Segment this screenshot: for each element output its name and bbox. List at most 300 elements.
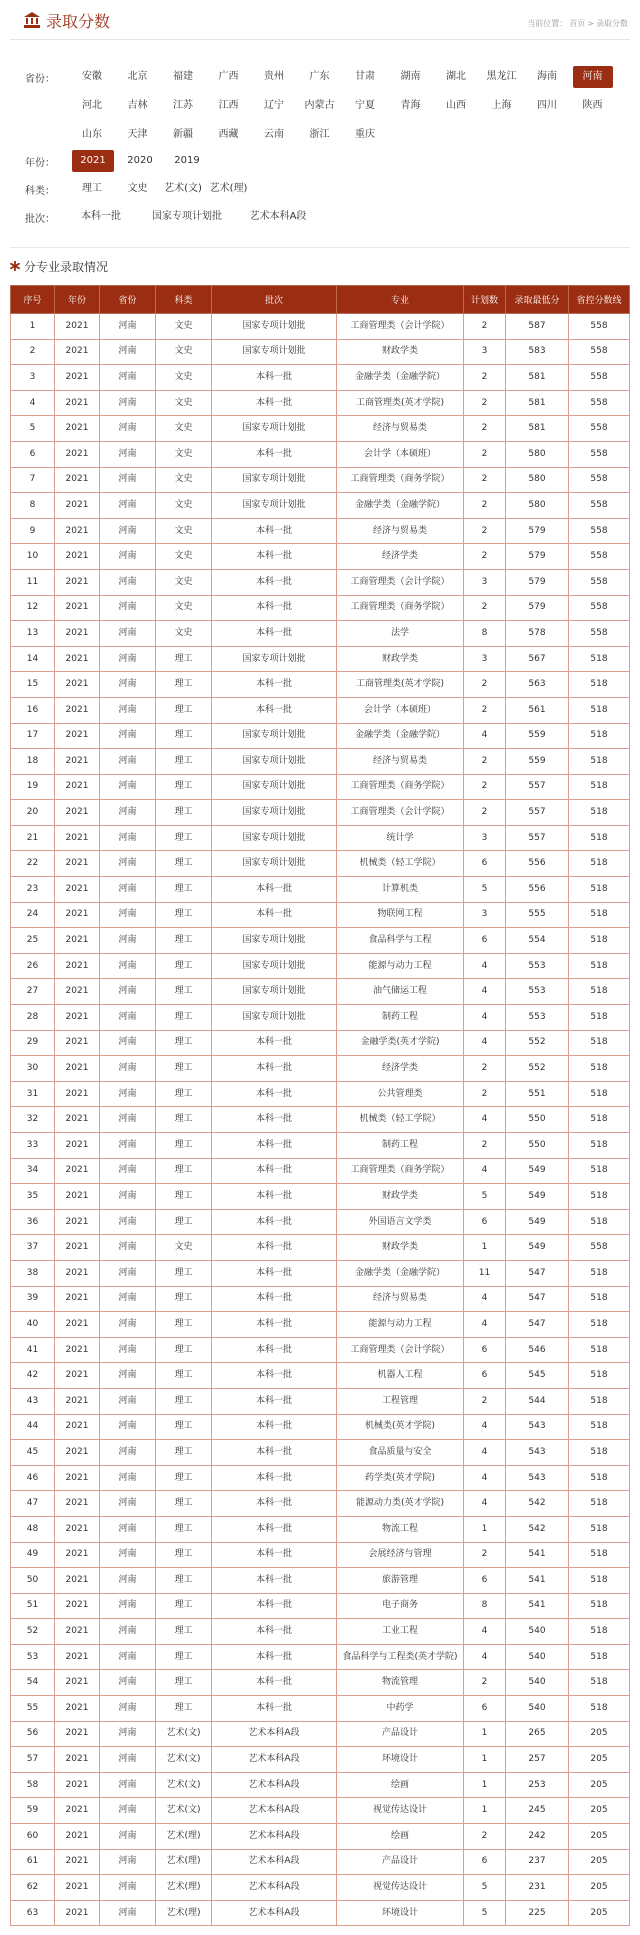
cell-major: 食品科学与工程 — [337, 928, 464, 954]
cell-province: 河南 — [100, 1440, 156, 1466]
cell-control-line: 205 — [569, 1824, 630, 1850]
cell-province: 河南 — [100, 749, 156, 775]
cell-year: 2021 — [55, 569, 100, 595]
cell-batch: 艺术本科A段 — [212, 1747, 337, 1773]
cell-control-line: 518 — [569, 1619, 630, 1645]
cell-index: 39 — [11, 1286, 55, 1312]
section-title: 分专业录取情况 — [24, 260, 109, 274]
cell-index: 35 — [11, 1184, 55, 1210]
cell-control-line: 558 — [569, 467, 630, 493]
cell-batch: 国家专项计划批 — [212, 467, 337, 493]
cell-index: 58 — [11, 1772, 55, 1798]
cell-control-line: 558 — [569, 518, 630, 544]
cell-province: 河南 — [100, 1696, 156, 1722]
cell-plan: 2 — [464, 390, 506, 416]
cell-plan: 2 — [464, 800, 506, 826]
province-option[interactable]: 北京 — [127, 71, 148, 82]
cell-min-score: 580 — [506, 493, 569, 519]
cell-min-score: 551 — [506, 1081, 569, 1107]
year-option[interactable]: 2020 — [127, 155, 153, 166]
cell-major: 绘画 — [337, 1824, 464, 1850]
cell-year: 2021 — [55, 390, 100, 416]
cell-year: 2021 — [55, 1030, 100, 1056]
cell-min-score: 543 — [506, 1440, 569, 1466]
cell-year: 2021 — [55, 467, 100, 493]
province-option[interactable]: 重庆 — [355, 129, 375, 140]
cell-province: 河南 — [100, 518, 156, 544]
cell-province: 河南 — [100, 1772, 156, 1798]
cell-plan: 4 — [464, 1312, 506, 1338]
cell-year: 2021 — [55, 441, 100, 467]
cell-plan: 4 — [464, 1158, 506, 1184]
cell-year: 2021 — [55, 1158, 100, 1184]
cell-year: 2021 — [55, 518, 100, 544]
cell-major: 统计学 — [337, 825, 464, 851]
header-control-line: 省控分数线 — [569, 286, 630, 314]
breadcrumb-home-link[interactable]: 首页 — [569, 19, 586, 28]
cell-subject: 文史 — [156, 390, 212, 416]
province-option[interactable]: 湖北 — [446, 71, 466, 82]
cell-province: 河南 — [100, 1030, 156, 1056]
cell-province: 河南 — [100, 621, 156, 647]
table-row — [11, 1030, 630, 1056]
cell-min-score: 225 — [506, 1900, 569, 1926]
province-option[interactable]: 河南 — [573, 66, 613, 88]
cell-province: 河南 — [100, 1465, 156, 1491]
cell-batch: 国家专项计划批 — [212, 749, 337, 775]
cell-province: 河南 — [100, 1670, 156, 1696]
cell-plan: 1 — [464, 1747, 506, 1773]
table-row — [11, 774, 630, 800]
table-row — [11, 1696, 630, 1722]
cell-index: 33 — [11, 1133, 55, 1159]
cell-batch: 本科一批 — [212, 1440, 337, 1466]
cell-min-score: 557 — [506, 825, 569, 851]
cell-min-score: 559 — [506, 749, 569, 775]
cell-control-line: 205 — [569, 1900, 630, 1926]
cell-plan: 4 — [464, 1465, 506, 1491]
cell-min-score: 540 — [506, 1670, 569, 1696]
cell-year: 2021 — [55, 1440, 100, 1466]
cell-province: 河南 — [100, 1619, 156, 1645]
cell-subject: 理工 — [156, 774, 212, 800]
cell-major: 机器人工程 — [337, 1363, 464, 1389]
table-row — [11, 1235, 630, 1261]
cell-subject: 理工 — [156, 723, 212, 749]
cell-subject: 理工 — [156, 646, 212, 672]
table-row — [11, 1465, 630, 1491]
cell-min-score: 542 — [506, 1491, 569, 1517]
cell-index: 12 — [11, 595, 55, 621]
cell-index: 61 — [11, 1849, 55, 1875]
cell-subject: 理工 — [156, 1030, 212, 1056]
cell-min-score: 540 — [506, 1696, 569, 1722]
table-row — [11, 877, 630, 903]
cell-subject: 文史 — [156, 1235, 212, 1261]
cell-subject: 理工 — [156, 1465, 212, 1491]
cell-control-line: 558 — [569, 544, 630, 570]
cell-province: 河南 — [100, 1158, 156, 1184]
cell-year: 2021 — [55, 1721, 100, 1747]
cell-batch: 本科一批 — [212, 365, 337, 391]
table-row — [11, 1542, 630, 1568]
cell-plan: 6 — [464, 1849, 506, 1875]
table-row — [11, 1440, 630, 1466]
cell-province: 河南 — [100, 774, 156, 800]
cell-province: 河南 — [100, 851, 156, 877]
subject-option[interactable]: 文史 — [127, 183, 148, 194]
province-option[interactable]: 西藏 — [218, 129, 239, 140]
cell-year: 2021 — [55, 621, 100, 647]
cell-year: 2021 — [55, 1184, 100, 1210]
table-row — [11, 1286, 630, 1312]
cell-year: 2021 — [55, 1005, 100, 1031]
cell-index: 5 — [11, 416, 55, 442]
cell-control-line: 558 — [569, 390, 630, 416]
cell-control-line: 518 — [569, 1516, 630, 1542]
cell-control-line: 518 — [569, 800, 630, 826]
province-option[interactable]: 宁夏 — [355, 100, 375, 111]
cell-batch: 本科一批 — [212, 1235, 337, 1261]
cell-province: 河南 — [100, 1900, 156, 1926]
cell-plan: 2 — [464, 1670, 506, 1696]
cell-plan: 2 — [464, 518, 506, 544]
cell-major: 视觉传达设计 — [337, 1875, 464, 1901]
cell-subject: 理工 — [156, 1312, 212, 1338]
cell-index: 52 — [11, 1619, 55, 1645]
cell-control-line: 518 — [569, 1107, 630, 1133]
batch-option[interactable]: 艺术本科A段 — [249, 211, 307, 222]
cell-subject: 理工 — [156, 1081, 212, 1107]
cell-min-score: 553 — [506, 979, 569, 1005]
cell-province: 河南 — [100, 953, 156, 979]
province-option[interactable]: 内蒙古 — [304, 100, 335, 111]
header-year: 年份 — [55, 286, 100, 314]
cell-year: 2021 — [55, 1337, 100, 1363]
cell-min-score: 567 — [506, 646, 569, 672]
cell-min-score: 545 — [506, 1363, 569, 1389]
cell-year: 2021 — [55, 749, 100, 775]
cell-index: 11 — [11, 569, 55, 595]
cell-batch: 国家专项计划批 — [212, 646, 337, 672]
cell-plan: 2 — [464, 416, 506, 442]
cell-min-score: 552 — [506, 1030, 569, 1056]
cell-control-line: 518 — [569, 1056, 630, 1082]
cell-batch: 本科一批 — [212, 1644, 337, 1670]
cell-index: 63 — [11, 1900, 55, 1926]
cell-batch: 国家专项计划批 — [212, 851, 337, 877]
table-row — [11, 723, 630, 749]
province-option[interactable]: 黑龙江 — [486, 71, 517, 82]
province-option[interactable]: 湖南 — [400, 71, 421, 82]
province-option[interactable]: 云南 — [264, 129, 284, 140]
header-subject: 科类 — [156, 286, 212, 314]
cell-batch: 本科一批 — [212, 1184, 337, 1210]
cell-batch: 本科一批 — [212, 1696, 337, 1722]
cell-province: 河南 — [100, 1721, 156, 1747]
cell-plan: 4 — [464, 1644, 506, 1670]
cell-province: 河南 — [100, 1593, 156, 1619]
cell-major: 经济与贸易类 — [337, 749, 464, 775]
cell-province: 河南 — [100, 672, 156, 698]
cell-plan: 2 — [464, 365, 506, 391]
cell-major: 经济与贸易类 — [337, 416, 464, 442]
cell-min-score: 580 — [506, 467, 569, 493]
province-option[interactable]: 江苏 — [173, 100, 193, 111]
cell-min-score: 546 — [506, 1337, 569, 1363]
province-option[interactable]: 新疆 — [173, 129, 193, 140]
cell-plan: 1 — [464, 1235, 506, 1261]
cell-major: 工商管理类（商务学院） — [337, 595, 464, 621]
header-major: 专业 — [337, 286, 464, 314]
cell-min-score: 245 — [506, 1798, 569, 1824]
cell-batch: 本科一批 — [212, 1516, 337, 1542]
cell-province: 河南 — [100, 569, 156, 595]
province-option[interactable]: 河北 — [82, 100, 102, 111]
cell-min-score: 237 — [506, 1849, 569, 1875]
cell-major: 工业工程 — [337, 1619, 464, 1645]
cell-index: 28 — [11, 1005, 55, 1031]
cell-index: 26 — [11, 953, 55, 979]
cell-control-line: 518 — [569, 1440, 630, 1466]
cell-province: 河南 — [100, 1209, 156, 1235]
cell-min-score: 257 — [506, 1747, 569, 1773]
cell-subject: 理工 — [156, 979, 212, 1005]
table-row — [11, 1568, 630, 1594]
cell-plan: 6 — [464, 1337, 506, 1363]
cell-index: 9 — [11, 518, 55, 544]
table-row — [11, 569, 630, 595]
province-option[interactable]: 甘肃 — [355, 71, 375, 82]
cell-min-score: 552 — [506, 1056, 569, 1082]
cell-min-score: 579 — [506, 518, 569, 544]
cell-plan: 5 — [464, 1184, 506, 1210]
cell-major: 制药工程 — [337, 1133, 464, 1159]
cell-index: 16 — [11, 697, 55, 723]
province-option[interactable]: 江西 — [218, 100, 239, 111]
cell-subject: 理工 — [156, 672, 212, 698]
subject-option[interactable]: 艺术(文) — [164, 183, 202, 194]
cell-batch: 本科一批 — [212, 1593, 337, 1619]
cell-plan: 6 — [464, 1568, 506, 1594]
cell-subject: 文史 — [156, 467, 212, 493]
table-row — [11, 1414, 630, 1440]
cell-batch: 国家专项计划批 — [212, 339, 337, 365]
cell-min-score: 540 — [506, 1644, 569, 1670]
cell-control-line: 518 — [569, 979, 630, 1005]
cell-min-score: 547 — [506, 1260, 569, 1286]
table-row — [11, 595, 630, 621]
cell-index: 13 — [11, 621, 55, 647]
subject-option[interactable]: 艺术(理) — [209, 183, 248, 194]
cell-year: 2021 — [55, 1824, 100, 1850]
cell-year: 2021 — [55, 1363, 100, 1389]
breadcrumb-prefix: 当前位置： — [527, 19, 568, 28]
cell-control-line: 518 — [569, 1312, 630, 1338]
cell-control-line: 518 — [569, 1465, 630, 1491]
province-option[interactable]: 山西 — [446, 100, 466, 111]
cell-index: 54 — [11, 1670, 55, 1696]
cell-control-line: 518 — [569, 1644, 630, 1670]
cell-control-line: 518 — [569, 1184, 630, 1210]
year-option[interactable]: 2021 — [72, 150, 114, 172]
cell-min-score: 579 — [506, 569, 569, 595]
province-option[interactable]: 辽宁 — [264, 100, 284, 111]
table-row — [11, 825, 630, 851]
cell-subject: 理工 — [156, 1005, 212, 1031]
cell-major: 金融学类（金融学院） — [337, 493, 464, 519]
cell-major: 环境设计 — [337, 1747, 464, 1773]
province-option[interactable]: 四川 — [537, 100, 557, 111]
cell-year: 2021 — [55, 1465, 100, 1491]
cell-control-line: 518 — [569, 1363, 630, 1389]
cell-batch: 本科一批 — [212, 1465, 337, 1491]
cell-plan: 2 — [464, 1133, 506, 1159]
cell-batch: 本科一批 — [212, 1542, 337, 1568]
cell-control-line: 518 — [569, 928, 630, 954]
batch-option[interactable]: 国家专项计划批 — [152, 211, 222, 222]
batch-option[interactable]: 本科一批 — [81, 211, 121, 222]
cell-plan: 4 — [464, 1030, 506, 1056]
cell-batch: 国家专项计划批 — [212, 416, 337, 442]
cell-major: 工商管理类（商务学院） — [337, 467, 464, 493]
cell-year: 2021 — [55, 825, 100, 851]
cell-control-line: 518 — [569, 1286, 630, 1312]
table-row — [11, 1721, 630, 1747]
cell-major: 金融学类（金融学院） — [337, 723, 464, 749]
cell-major: 视觉传达设计 — [337, 1798, 464, 1824]
table-row — [11, 749, 630, 775]
province-option[interactable]: 吉林 — [127, 100, 148, 111]
breadcrumb — [525, 18, 628, 29]
cell-major: 能源与动力工程 — [337, 1312, 464, 1338]
cell-subject: 理工 — [156, 851, 212, 877]
cell-control-line: 518 — [569, 1133, 630, 1159]
cell-index: 6 — [11, 441, 55, 467]
province-option[interactable]: 天津 — [127, 129, 148, 140]
province-option[interactable]: 广东 — [309, 71, 330, 82]
breadcrumb-current: 录取分数 — [596, 19, 628, 28]
cell-subject: 理工 — [156, 1491, 212, 1517]
cell-index: 49 — [11, 1542, 55, 1568]
cell-plan: 6 — [464, 1696, 506, 1722]
province-option[interactable]: 浙江 — [309, 129, 330, 140]
cell-subject: 理工 — [156, 1107, 212, 1133]
cell-subject: 理工 — [156, 1440, 212, 1466]
cell-index: 60 — [11, 1824, 55, 1850]
cell-year: 2021 — [55, 544, 100, 570]
province-option[interactable]: 海南 — [537, 71, 557, 82]
cell-min-score: 540 — [506, 1619, 569, 1645]
province-option[interactable]: 广西 — [218, 71, 239, 82]
province-option[interactable]: 上海 — [491, 100, 512, 111]
cell-batch: 本科一批 — [212, 1388, 337, 1414]
cell-subject: 文史 — [156, 441, 212, 467]
table-row — [11, 697, 630, 723]
cell-control-line: 205 — [569, 1772, 630, 1798]
cell-index: 18 — [11, 749, 55, 775]
province-option[interactable]: 安徽 — [82, 71, 102, 82]
cell-province: 河南 — [100, 877, 156, 903]
cell-province: 河南 — [100, 902, 156, 928]
cell-plan: 2 — [464, 493, 506, 519]
cell-major: 产品设计 — [337, 1849, 464, 1875]
cell-control-line: 518 — [569, 1209, 630, 1235]
table-row — [11, 339, 630, 365]
cell-index: 50 — [11, 1568, 55, 1594]
table-row — [11, 1005, 630, 1031]
cell-plan: 11 — [464, 1260, 506, 1286]
cell-batch: 艺术本科A段 — [212, 1900, 337, 1926]
cell-plan: 5 — [464, 1900, 506, 1926]
cell-subject: 文史 — [156, 518, 212, 544]
province-option[interactable]: 贵州 — [264, 71, 284, 82]
cell-province: 河南 — [100, 1133, 156, 1159]
cell-province: 河南 — [100, 493, 156, 519]
subject-option[interactable]: 理工 — [82, 183, 102, 194]
cell-index: 56 — [11, 1721, 55, 1747]
table-row — [11, 646, 630, 672]
cell-index: 47 — [11, 1491, 55, 1517]
table-row — [11, 1133, 630, 1159]
cell-subject: 理工 — [156, 1414, 212, 1440]
province-option[interactable]: 福建 — [173, 71, 193, 82]
cell-batch: 艺术本科A段 — [212, 1772, 337, 1798]
cell-batch: 本科一批 — [212, 1312, 337, 1338]
cell-index: 4 — [11, 390, 55, 416]
cell-min-score: 583 — [506, 339, 569, 365]
year-option[interactable]: 2019 — [174, 155, 200, 166]
cell-province: 河南 — [100, 1337, 156, 1363]
cell-batch: 本科一批 — [212, 877, 337, 903]
cell-year: 2021 — [55, 1696, 100, 1722]
table-row — [11, 953, 630, 979]
province-option[interactable]: 山东 — [82, 129, 102, 140]
year-label: 年份： — [25, 158, 55, 169]
cell-index: 21 — [11, 825, 55, 851]
cell-year: 2021 — [55, 1133, 100, 1159]
table-row — [11, 314, 630, 340]
cell-index: 44 — [11, 1414, 55, 1440]
cell-batch: 本科一批 — [212, 1491, 337, 1517]
cell-major: 财政学类 — [337, 1235, 464, 1261]
table-row — [11, 1209, 630, 1235]
table-row — [11, 1798, 630, 1824]
cell-plan: 6 — [464, 928, 506, 954]
table-row — [11, 1158, 630, 1184]
cell-major: 旅游管理 — [337, 1568, 464, 1594]
header-batch: 批次 — [212, 286, 337, 314]
table-row — [11, 544, 630, 570]
cell-subject: 艺术(理) — [156, 1824, 212, 1850]
cell-plan: 4 — [464, 979, 506, 1005]
cell-control-line: 205 — [569, 1721, 630, 1747]
cell-control-line: 558 — [569, 339, 630, 365]
cell-province: 河南 — [100, 1747, 156, 1773]
cell-min-score: 541 — [506, 1542, 569, 1568]
cell-control-line: 518 — [569, 825, 630, 851]
cell-min-score: 541 — [506, 1568, 569, 1594]
cell-batch: 本科一批 — [212, 1107, 337, 1133]
table-row — [11, 1747, 630, 1773]
cell-major: 工商管理类（商务学院） — [337, 774, 464, 800]
province-option[interactable]: 陕西 — [582, 100, 603, 111]
cell-control-line: 558 — [569, 441, 630, 467]
cell-year: 2021 — [55, 1209, 100, 1235]
cell-major: 机械类（轻工学院） — [337, 851, 464, 877]
province-option[interactable]: 青海 — [400, 100, 421, 111]
cell-min-score: 550 — [506, 1107, 569, 1133]
